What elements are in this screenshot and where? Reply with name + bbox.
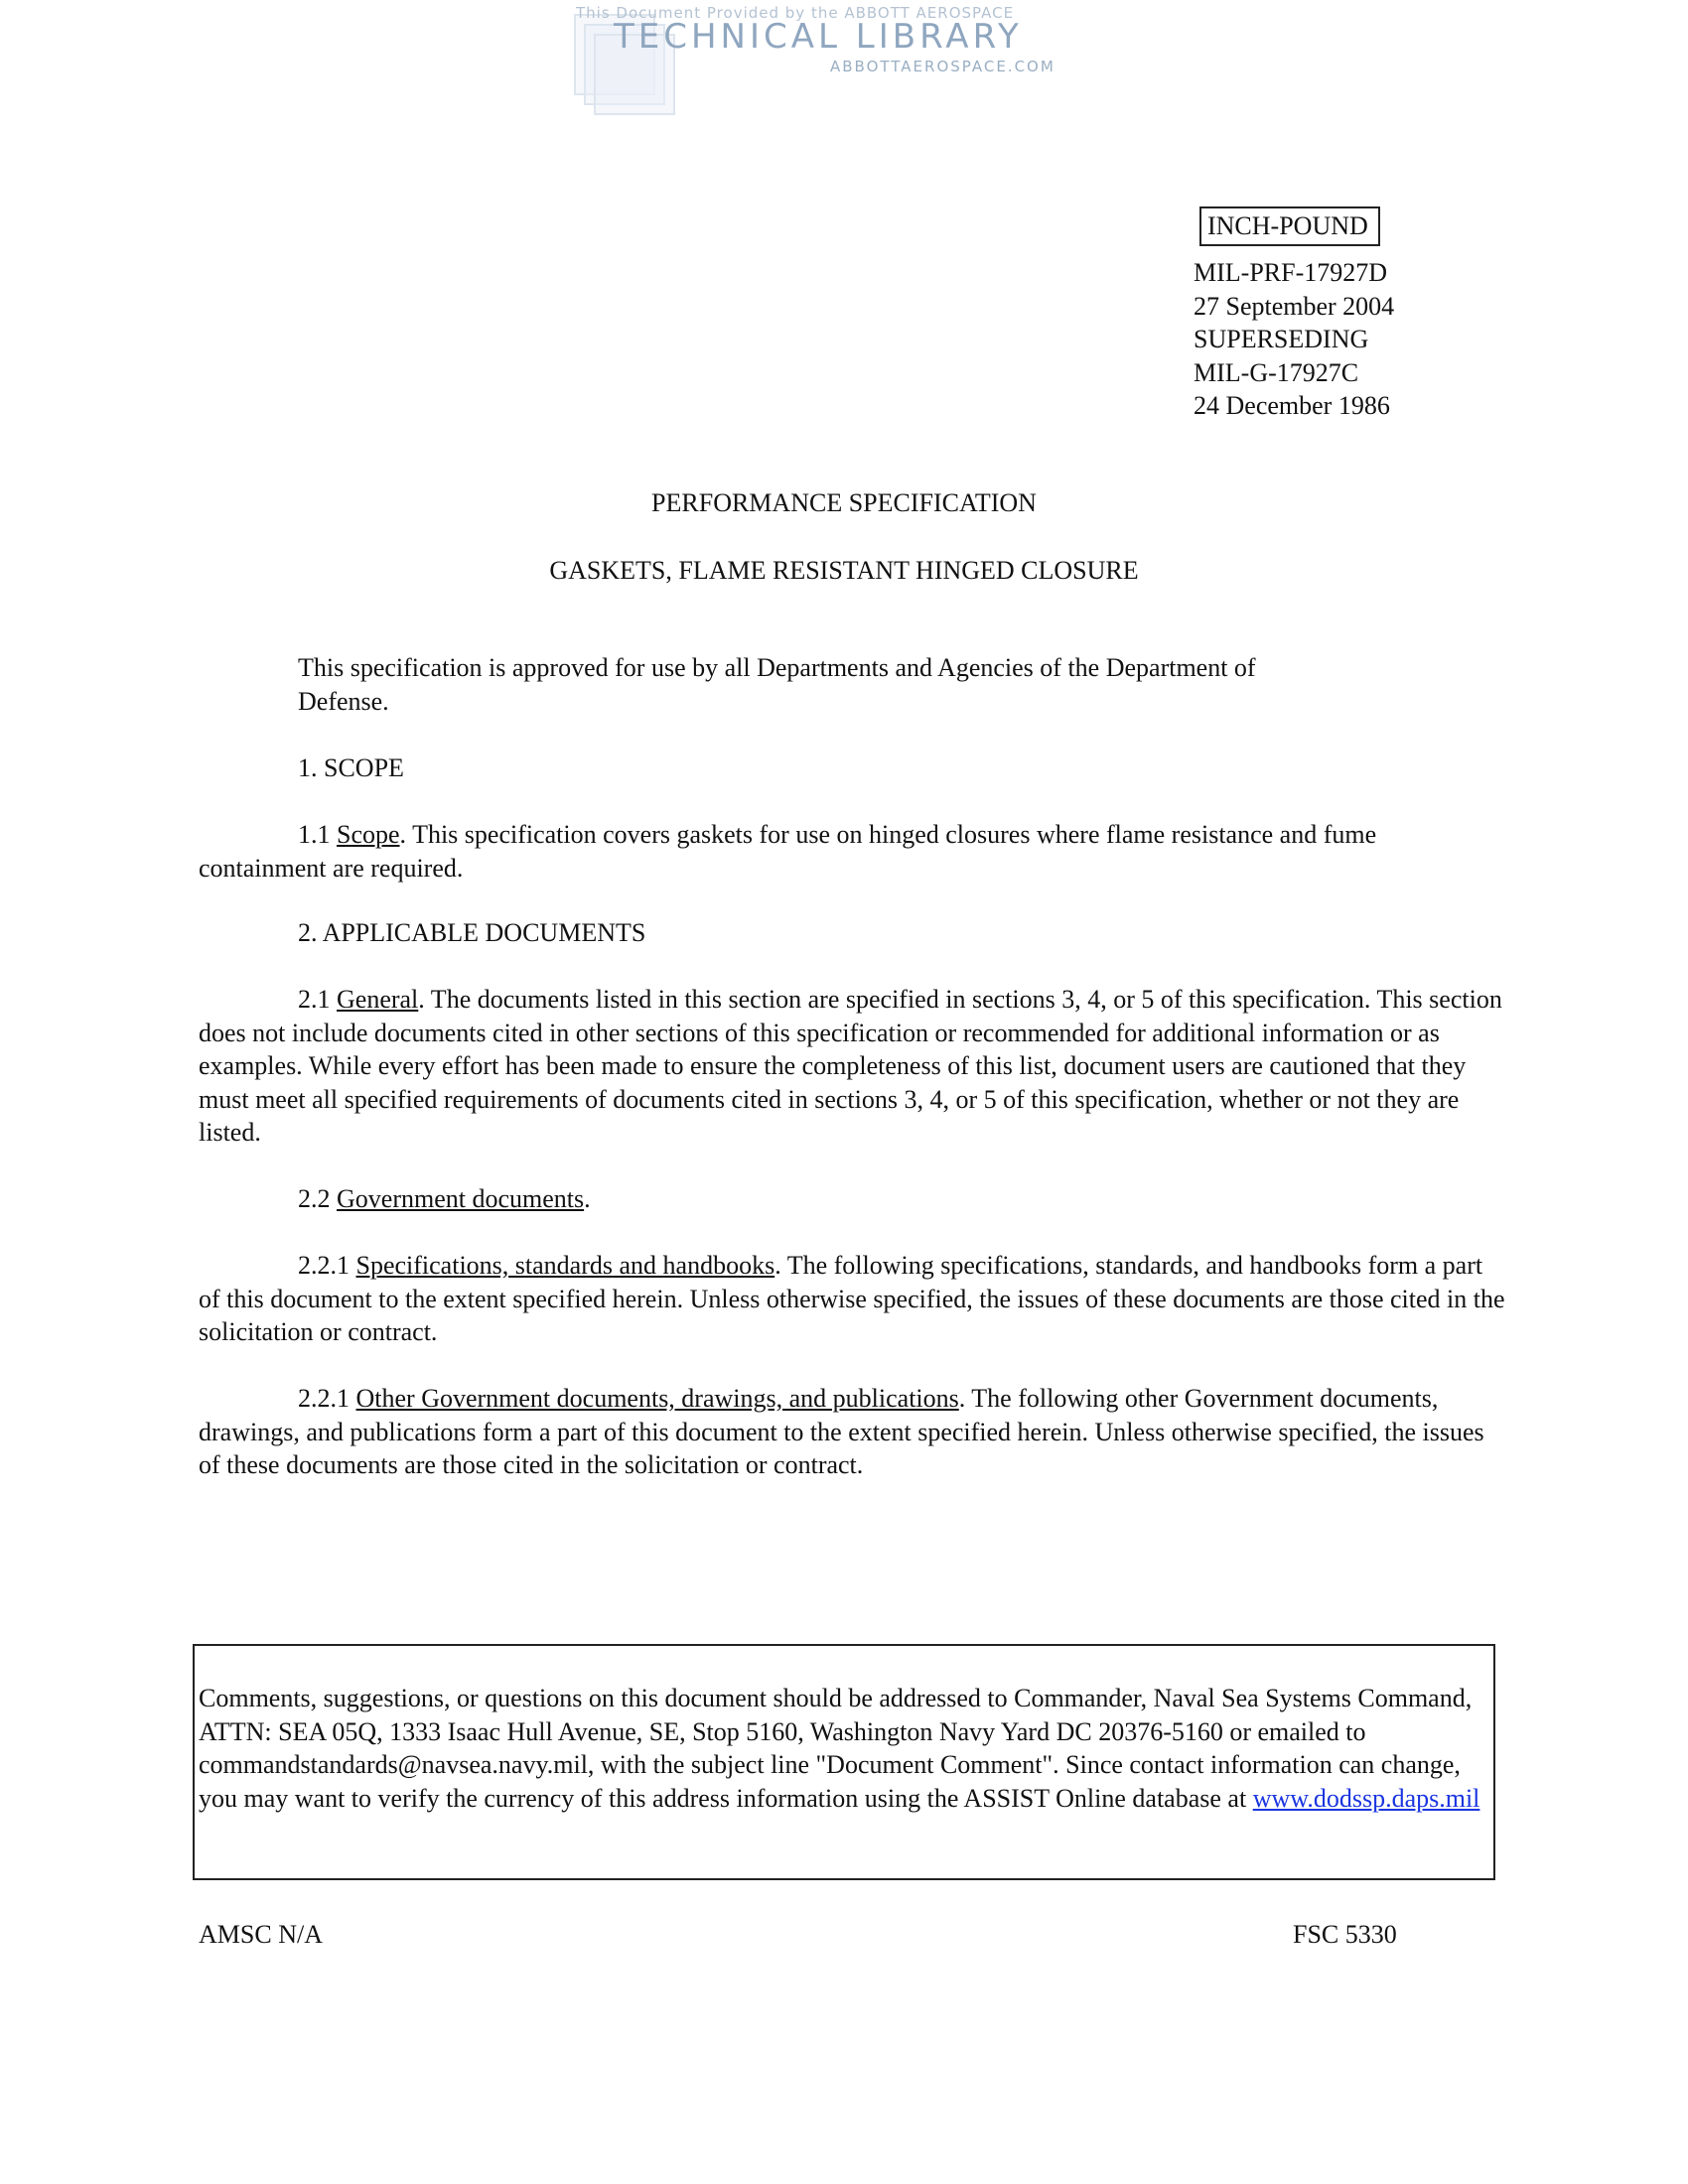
spec-type-title: PERFORMANCE SPECIFICATION [651,488,1037,517]
paragraph-2-2 [199,1182,1509,1216]
doc-number: MIL-PRF-17927D [1194,258,1388,287]
paragraph-text: . This specification covers gaskets for use on hinged closures where flame resistance and fume containment are required. [199,820,1377,883]
paragraph-2-2-1-specifications [199,1249,1509,1349]
watermark-url: ABBOTTAEROSPACE.COM [830,58,1055,75]
spec-subject-title: GASKETS, FLAME RESISTANT HINGED CLOSURE [549,556,1139,585]
superseded-date: 24 December 1986 [1194,391,1390,420]
watermark-title: TECHNICAL LIBRARY [614,17,1023,57]
doc-date: 27 September 2004 [1194,291,1395,321]
paragraph-text: . The following other Government documents, drawings, and publications form a part of this document to the extent specified herein. Unless otherwise specified, the issues of these documents are those cited in the solicitation or contract. [199,1384,1484,1479]
paragraph-title: Government documents [337,1184,585,1213]
paragraph-text: . The following specifications, standards, and handbooks form a part of this document to the extent specified herein. Unless otherwise specified, the issues of these documents are those cited in the solicitation or contract. [199,1251,1505,1346]
paragraph-number: 2.1 [298,985,337,1014]
paragraph-2-1 [199,983,1509,1150]
fsc-code: FSC 5330 [1293,1920,1397,1949]
watermark-provided-by: This Document Provided by the ABBOTT AEROSPACE [576,4,1015,22]
paragraph-title: Scope [337,820,400,849]
paragraph-2-2-1-other-documents [199,1382,1509,1482]
approval-line-1: This specification is approved for use by all Departments and Agencies of the Department of [298,653,1256,682]
assist-database-link[interactable]: www.dodssp.daps.mil [1252,1783,1480,1813]
paragraph-1-1 [199,818,1509,885]
superseding-label: SUPERSEDING [1194,325,1369,353]
paragraph-number: 2.2.1 [298,1251,356,1280]
section-2-heading: 2. APPLICABLE DOCUMENTS [298,918,646,947]
paragraph-text: . The documents listed in this section are specified in sections 3, 4, or 5 of this specification. This section does not include documents cited in other sections of this specification or recommended for additional information or as examples. While every effort has been made to ensure the completeness of this list, document users are cautioned that they must meet all specified requirements of documents cited in sections 3, 4, or 5 of this specification, whether or not they are listed. [199,985,1502,1147]
paragraph-title: Other Government documents, drawings, and publications [355,1384,959,1413]
paragraph-number: 1.1 [298,820,337,849]
paragraph-title: General [337,985,419,1014]
paragraph-number: 2.2.1 [298,1384,356,1413]
comments-text [199,1682,1499,1815]
paragraph-title: Specifications, standards and handbooks [355,1251,775,1280]
approval-statement [298,651,1256,718]
paragraph-number: 2.2 [298,1184,337,1213]
paragraph-text: . [584,1184,591,1213]
amsc-code: AMSC N/A [199,1920,323,1949]
document-identification [1194,256,1394,423]
comments-body: Comments, suggestions, or questions on this document should be addressed to Commander, Naval Sea Systems Command, ATTN: SEA 05Q, 1333 Isaac Hull Avenue, SE, Stop 5160, Washington Navy Yard DC 20376-5160 or emailed to commandstandards@navsea.navy.mil, with the subject line "Document Comment". Since contact information can change, you may want to verify the currency of this address information using the ASSIST Online database at [199,1684,1473,1813]
inch-pound-badge: INCH-POUND [1199,206,1380,246]
section-1-heading: 1. SCOPE [298,753,404,782]
superseded-doc: MIL-G-17927C [1194,357,1359,387]
approval-line-2: Defense. [298,686,389,716]
